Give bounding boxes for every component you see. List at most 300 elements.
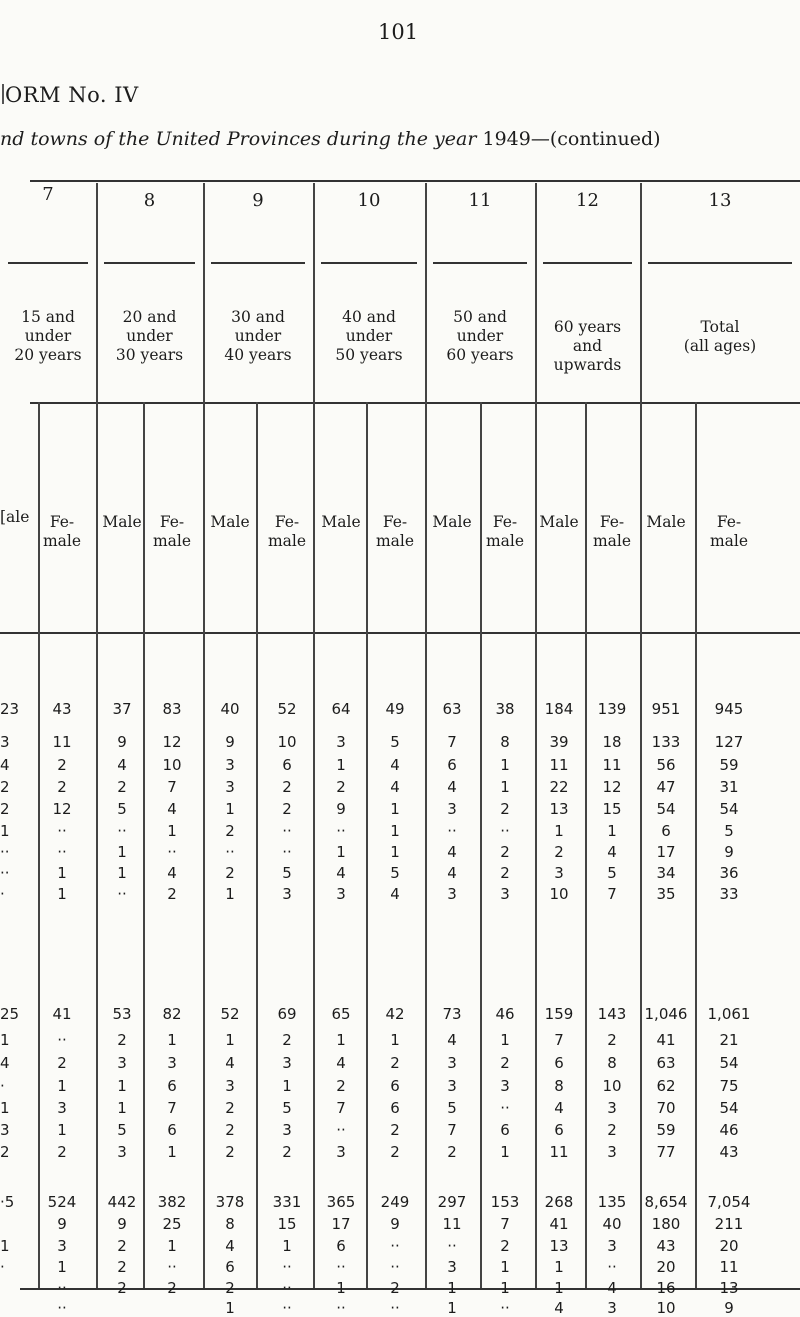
table-cell: 3 (607, 1299, 617, 1317)
table-cell: 16 (656, 1279, 676, 1297)
table-cell: 52 (277, 700, 297, 718)
table-cell: 4 (390, 756, 400, 774)
sex-header (701, 513, 757, 551)
table-cell: 39 (549, 733, 569, 751)
table-cell: 35 (656, 885, 676, 903)
table-cell: 59 (719, 756, 739, 774)
table-cell: 1 (117, 864, 127, 882)
table-cell: 5 (117, 1121, 127, 1139)
sex-header-line: male (709, 532, 749, 550)
table-cell: 6 (661, 822, 671, 840)
column-number: 8 (143, 190, 156, 211)
sex-header-line: Fe- (382, 513, 408, 531)
table-cell: 2 (167, 1279, 177, 1297)
heading-line: 60 years (553, 318, 622, 336)
table-cell: 3 (500, 1077, 510, 1095)
table-cell: ·· (117, 885, 127, 903)
table-cell: 2 (282, 778, 292, 796)
table-cell: 4 (117, 756, 127, 774)
table-cell: 2 (282, 1143, 292, 1161)
table-cell: 49 (385, 700, 405, 718)
table-cell: 1 (117, 1077, 127, 1095)
table-cell: 47 (656, 778, 676, 796)
table-cell: ·· (390, 1237, 400, 1255)
heading-line: 15 and (21, 308, 75, 326)
table-cell: 2 (225, 864, 235, 882)
table-cell: ·· (390, 1299, 400, 1317)
table-cell: 8,654 (644, 1193, 688, 1211)
table-cell: 5 (390, 864, 400, 882)
table-cell: 83 (162, 700, 182, 718)
table-cell: 4 (554, 1299, 564, 1317)
table-cell: 4 (554, 1099, 564, 1117)
table-cell: 2 (57, 778, 67, 796)
row-edge-value: 1 (0, 1237, 10, 1255)
table-cell: 6 (390, 1099, 400, 1117)
sex-header-line: Fe- (159, 513, 185, 531)
table-cell: 139 (597, 700, 627, 718)
table-cell: 2 (117, 1031, 127, 1049)
sex-header-line: Male (432, 513, 472, 531)
table-cell: 4 (167, 800, 177, 818)
table-cell: 3 (336, 1143, 346, 1161)
table-cell: 3 (282, 1121, 292, 1139)
table-rule (0, 632, 800, 634)
table-cell: 153 (490, 1193, 520, 1211)
row-edge-value: 3 (0, 1121, 10, 1139)
table-cell: ·· (57, 1031, 67, 1049)
table-cell: 7 (167, 1099, 177, 1117)
table-cell: 3 (447, 1258, 457, 1276)
column-number: 11 (468, 190, 492, 211)
table-cell: 1 (167, 822, 177, 840)
table-subtitle: nd towns of the United Provinces during the year 1949—(continued) (0, 128, 661, 150)
table-cell: 59 (656, 1121, 676, 1139)
table-cell: 6 (167, 1077, 177, 1095)
table-rule (648, 262, 792, 264)
table-cell: 12 (602, 778, 622, 796)
table-cell: 1 (336, 1031, 346, 1049)
table-cell: ·· (336, 1299, 346, 1317)
age-group-heading (0, 308, 96, 365)
table-cell: 2 (117, 778, 127, 796)
table-cell: 1 (117, 1099, 127, 1117)
table-cell: 62 (656, 1077, 676, 1095)
table-cell: 4 (447, 843, 457, 861)
table-cell: 378 (215, 1193, 245, 1211)
table-cell: 133 (651, 733, 681, 751)
table-cell: 41 (52, 1005, 72, 1023)
row-edge-value: · (0, 885, 5, 903)
table-cell: 1 (500, 1143, 510, 1161)
table-cell: 12 (52, 800, 72, 818)
table-cell: 2 (500, 1237, 510, 1255)
table-cell: 2 (336, 778, 346, 796)
sex-header (531, 513, 587, 532)
table-cell: 2 (225, 1143, 235, 1161)
table-cell: 1 (447, 1279, 457, 1297)
table-cell: ·· (57, 1279, 67, 1297)
heading-line: under (456, 327, 504, 345)
table-cell: 53 (112, 1005, 132, 1023)
sex-header (202, 513, 258, 532)
heading-line: under (345, 327, 393, 345)
table-cell: 1,046 (644, 1005, 688, 1023)
sex-header (34, 513, 90, 551)
table-cell: 3 (607, 1237, 617, 1255)
sex-header-line: male (592, 532, 632, 550)
table-cell: ·· (282, 1279, 292, 1297)
table-cell: 127 (714, 733, 744, 751)
sex-header (259, 513, 315, 551)
table-cell: 9 (117, 1215, 127, 1233)
table-rule (211, 262, 305, 264)
table-cell: 52 (220, 1005, 240, 1023)
table-cell: 159 (544, 1005, 574, 1023)
table-cell: 1 (282, 1077, 292, 1095)
table-cell: 75 (719, 1077, 739, 1095)
table-cell: 46 (495, 1005, 515, 1023)
table-cell: 3 (447, 885, 457, 903)
table-cell: 2 (282, 1031, 292, 1049)
table-cell: 36 (719, 864, 739, 882)
heading-line: 20 and (122, 308, 177, 326)
row-edge-value: 1 (0, 1031, 10, 1049)
table-cell: 22 (549, 778, 569, 796)
table-cell: 21 (719, 1031, 739, 1049)
table-cell: 1 (117, 843, 127, 861)
table-cell: 8 (554, 1077, 564, 1095)
sex-header-line: Fe- (49, 513, 75, 531)
table-cell: 31 (719, 778, 739, 796)
table-cell: 3 (282, 885, 292, 903)
sex-header (638, 513, 694, 532)
table-cell: 7,054 (707, 1193, 751, 1211)
table-cell: ·· (282, 843, 292, 861)
table-cell: 442 (107, 1193, 137, 1211)
table-cell: 6 (554, 1121, 564, 1139)
table-cell: 945 (714, 700, 744, 718)
table-cell: 5 (282, 1099, 292, 1117)
table-cell: 1 (167, 1237, 177, 1255)
table-cell: 4 (447, 864, 457, 882)
heading-line: 30 years (115, 346, 184, 364)
table-cell: 4 (390, 778, 400, 796)
table-rule (433, 262, 527, 264)
table-cell: 2 (225, 1121, 235, 1139)
sex-header-line: Male (321, 513, 361, 531)
table-cell: 4 (447, 778, 457, 796)
table-cell: 2 (167, 885, 177, 903)
table-cell: 11 (442, 1215, 462, 1233)
table-cell: 3 (447, 800, 457, 818)
table-cell: 5 (607, 864, 617, 882)
table-cell: 1 (500, 1258, 510, 1276)
table-cell: 6 (447, 756, 457, 774)
table-cell: ·· (282, 1299, 292, 1317)
table-cell: 365 (326, 1193, 356, 1211)
table-cell: 3 (336, 733, 346, 751)
sex-header (424, 513, 480, 532)
table-cell: 9 (57, 1215, 67, 1233)
table-cell: 1 (225, 800, 235, 818)
table-cell: 13 (719, 1279, 739, 1297)
table-cell: 7 (336, 1099, 346, 1117)
table-cell: 41 (549, 1215, 569, 1233)
sex-header-line: male (485, 532, 525, 550)
row-edge-value: 4 (0, 1054, 10, 1072)
table-cell: 2 (57, 1054, 67, 1072)
sex-header-line: Male (102, 513, 142, 531)
table-cell: 382 (157, 1193, 187, 1211)
table-cell: 54 (719, 800, 739, 818)
table-cell: 17 (656, 843, 676, 861)
table-cell: ·· (500, 822, 510, 840)
table-cell: 3 (225, 1077, 235, 1095)
table-cell: 9 (724, 1299, 734, 1317)
table-cell: 7 (607, 885, 617, 903)
sex-header (144, 513, 200, 551)
table-cell: ·· (282, 1258, 292, 1276)
table-cell: 7 (500, 1215, 510, 1233)
table-cell: 1 (554, 822, 564, 840)
table-cell: 6 (282, 756, 292, 774)
sex-header-line: [ale (0, 508, 30, 526)
table-cell: 11 (602, 756, 622, 774)
row-edge-value: 2 (0, 778, 10, 796)
table-cell: 17 (331, 1215, 351, 1233)
table-cell: 1 (500, 756, 510, 774)
table-cell: 9 (225, 733, 235, 751)
table-cell: 69 (277, 1005, 297, 1023)
column-number: 7 (42, 184, 54, 205)
table-cell: 1 (336, 756, 346, 774)
table-cell: 6 (390, 1077, 400, 1095)
sex-header (0, 508, 36, 527)
table-cell: 1 (57, 1258, 67, 1276)
table-cell: 4 (336, 864, 346, 882)
table-cell: 70 (656, 1099, 676, 1117)
row-edge-value: 2 (0, 800, 10, 818)
table-cell: 143 (597, 1005, 627, 1023)
table-cell: 38 (495, 700, 515, 718)
table-cell: 6 (500, 1121, 510, 1139)
heading-line: Total (700, 318, 740, 336)
table-cell: 1 (57, 1077, 67, 1095)
table-cell: 3 (225, 756, 235, 774)
sex-header (367, 513, 423, 551)
table-cell: 6 (336, 1237, 346, 1255)
age-group-heading (425, 308, 535, 365)
age-group-heading (640, 318, 800, 356)
column-number: 10 (357, 190, 381, 211)
table-cell: 951 (651, 700, 681, 718)
table-cell: 73 (442, 1005, 462, 1023)
table-cell: 3 (447, 1054, 457, 1072)
table-cell: 2 (500, 843, 510, 861)
table-cell: 6 (225, 1258, 235, 1276)
table-cell: 2 (225, 1099, 235, 1117)
row-edge-value: · (0, 1077, 5, 1095)
table-cell: 1 (336, 843, 346, 861)
table-cell: 135 (597, 1193, 627, 1211)
heading-line: 30 and (231, 308, 285, 326)
table-cell: 12 (162, 733, 182, 751)
table-cell: ·· (500, 1299, 510, 1317)
table-rule (8, 262, 88, 264)
sex-header (477, 513, 533, 551)
table-cell: 43 (719, 1143, 739, 1161)
table-cell: ·· (57, 1299, 67, 1317)
table-cell: ·· (607, 1258, 617, 1276)
table-cell: 11 (549, 1143, 569, 1161)
table-cell: 1 (336, 1279, 346, 1297)
sex-header-line: male (152, 532, 192, 550)
table-cell: ·· (117, 822, 127, 840)
sex-header-line: male (42, 532, 82, 550)
age-group-heading (535, 318, 640, 375)
table-cell: 4 (336, 1054, 346, 1072)
table-cell: 2 (500, 1054, 510, 1072)
table-rule (104, 262, 195, 264)
sex-header-line: Fe- (492, 513, 518, 531)
heading-line: upwards (553, 356, 622, 374)
table-cell: 1 (57, 885, 67, 903)
table-cell: 1 (282, 1237, 292, 1255)
table-cell: 2 (390, 1143, 400, 1161)
heading-line: (all ages) (683, 337, 757, 355)
table-cell: 3 (447, 1077, 457, 1095)
form-title: ORM No. IV (2, 83, 139, 107)
table-cell: 4 (225, 1054, 235, 1072)
sex-header (584, 513, 640, 551)
row-edge-value: 4 (0, 756, 10, 774)
table-cell: 8 (225, 1215, 235, 1233)
table-cell: 2 (336, 1077, 346, 1095)
sex-header-line: male (375, 532, 415, 550)
heading-line: and (572, 337, 603, 355)
table-cell: 1 (167, 1143, 177, 1161)
table-cell: 63 (442, 700, 462, 718)
table-cell: 1 (225, 1031, 235, 1049)
table-cell: 40 (220, 700, 240, 718)
column-number: 9 (252, 190, 264, 211)
table-cell: 4 (225, 1237, 235, 1255)
table-cell: 2 (57, 1143, 67, 1161)
table-cell: 1 (554, 1279, 564, 1297)
table-cell: 65 (331, 1005, 351, 1023)
table-cell: 18 (602, 733, 622, 751)
table-cell: 3 (500, 885, 510, 903)
table-cell: 1,061 (707, 1005, 751, 1023)
table-rule (321, 262, 417, 264)
table-cell: 15 (277, 1215, 297, 1233)
table-cell: 1 (57, 864, 67, 882)
heading-line: under (24, 327, 72, 345)
table-cell: 63 (656, 1054, 676, 1072)
heading-line: under (234, 327, 282, 345)
table-cell: 2 (447, 1143, 457, 1161)
table-cell: 2 (554, 843, 564, 861)
table-cell: 3 (607, 1143, 617, 1161)
table-cell: 7 (554, 1031, 564, 1049)
table-cell: 11 (52, 733, 72, 751)
table-cell: 20 (656, 1258, 676, 1276)
heading-line: 60 years (446, 346, 514, 364)
table-cell: 2 (117, 1237, 127, 1255)
table-cell: 20 (719, 1237, 739, 1255)
table-cell: 524 (47, 1193, 77, 1211)
table-rule (30, 402, 800, 404)
heading-line: 50 and (453, 308, 507, 326)
table-cell: 82 (162, 1005, 182, 1023)
table-cell: ·· (336, 1121, 346, 1139)
table-cell: 11 (719, 1258, 739, 1276)
row-edge-value: 3 (0, 733, 10, 751)
table-cell: 15 (602, 800, 622, 818)
table-cell: 77 (656, 1143, 676, 1161)
heading-line: 50 years (335, 346, 403, 364)
row-edge-value: 1 (0, 822, 10, 840)
table-cell: 10 (549, 885, 569, 903)
table-cell: 1 (57, 1121, 67, 1139)
column-number: 13 (708, 190, 732, 211)
table-cell: 10 (162, 756, 182, 774)
table-cell: 1 (500, 1031, 510, 1049)
sex-header-line: Male (539, 513, 579, 531)
sex-header-line: male (267, 532, 307, 550)
table-cell: 180 (651, 1215, 681, 1233)
table-cell: 1 (167, 1031, 177, 1049)
table-cell: 5 (390, 733, 400, 751)
table-cell: 5 (282, 864, 292, 882)
table-cell: 7 (447, 733, 457, 751)
table-cell: 3 (607, 1099, 617, 1117)
sex-header (313, 513, 369, 532)
table-cell: ·· (167, 843, 177, 861)
table-cell: 268 (544, 1193, 574, 1211)
table-cell: 2 (607, 1121, 617, 1139)
table-cell: 1 (447, 1299, 457, 1317)
table-cell: 56 (656, 756, 676, 774)
table-cell: 7 (447, 1121, 457, 1139)
page-number: 101 (378, 20, 419, 44)
table-cell: 10 (277, 733, 297, 751)
table-cell: 3 (225, 778, 235, 796)
table-cell: 2 (225, 822, 235, 840)
age-group-heading (203, 308, 313, 365)
table-cell: 9 (336, 800, 346, 818)
row-edge-value: · (0, 1258, 5, 1276)
table-cell: 1 (390, 843, 400, 861)
table-cell: 3 (282, 1054, 292, 1072)
heading-line: 40 and (342, 308, 396, 326)
table-cell: 11 (549, 756, 569, 774)
table-cell: 43 (52, 700, 72, 718)
table-cell: ·· (500, 1099, 510, 1117)
table-cell: 1 (225, 885, 235, 903)
row-edge-value: 2 (0, 1143, 10, 1161)
table-cell: 5 (724, 822, 734, 840)
table-cell: 2 (117, 1258, 127, 1276)
table-cell: 3 (336, 885, 346, 903)
table-cell: 64 (331, 700, 351, 718)
table-cell: 3 (167, 1054, 177, 1072)
table-cell: ·· (57, 822, 67, 840)
table-cell: ·· (336, 822, 346, 840)
column-number: 12 (576, 190, 599, 211)
table-cell: 4 (390, 885, 400, 903)
